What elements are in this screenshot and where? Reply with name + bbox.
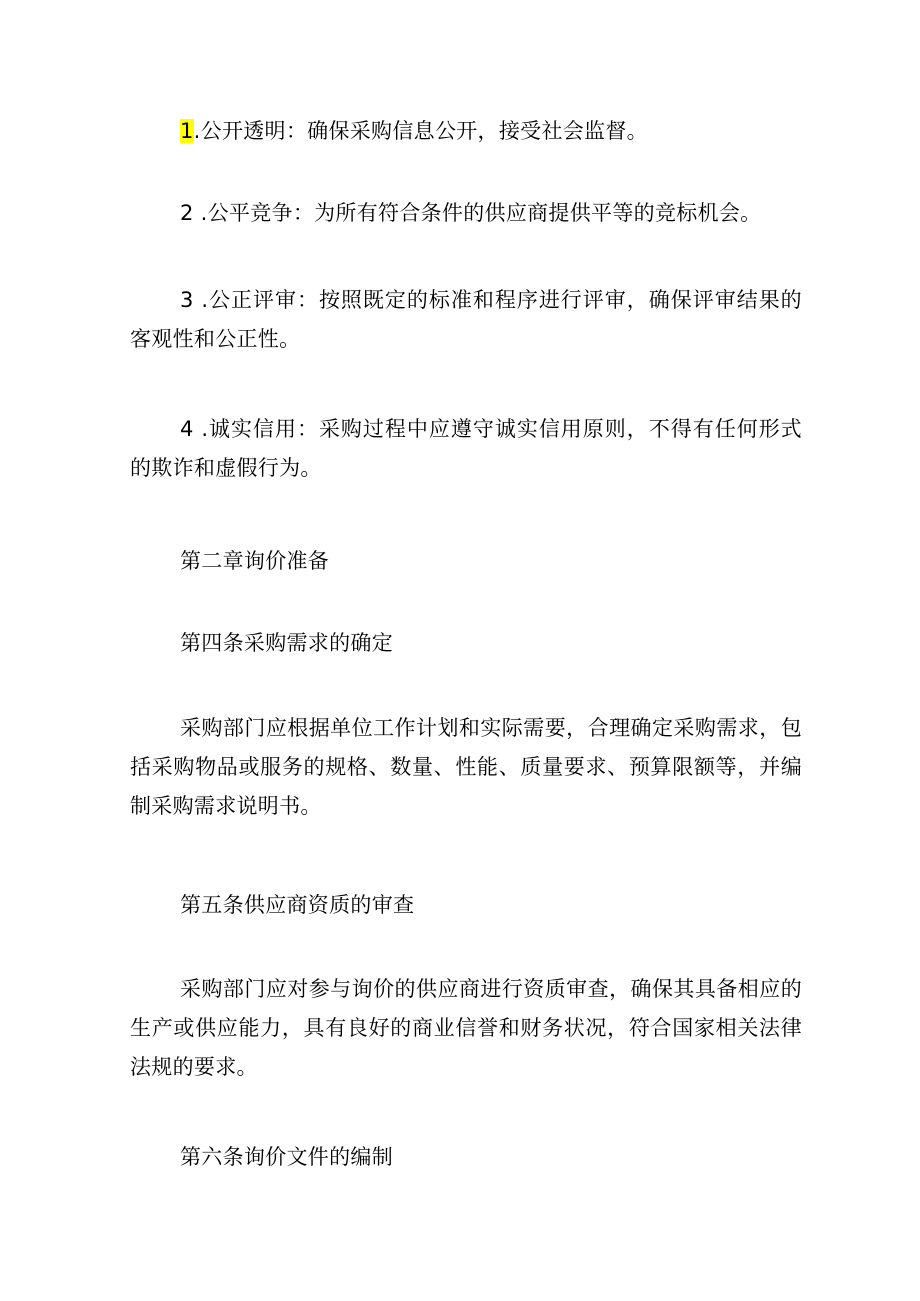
principle-1 xyxy=(130,112,802,151)
article-6-title: 第六条询价文件的编制 xyxy=(180,1145,393,1169)
principle-4-text: 诚实信用：采购过程中应遵守诚实信用原则，不得有任何形式的欺诈和虚假行为。 xyxy=(130,417,802,480)
article-5-title: 第五条供应商资质的审查 xyxy=(180,893,415,917)
article-4-title: 第四条采购需求的确定 xyxy=(180,631,393,655)
principle-1-text: 公开透明：确保采购信息公开，接受社会监督。 xyxy=(200,119,648,143)
principle-4-sep: . xyxy=(193,417,209,441)
article-5-body: 采购部门应对参与询价的供应商进行资质审查，确保其具备相应的生产或供应能力，具有良好的商业信誉和财务状况，符合国家相关法律法规的要求。 xyxy=(130,977,802,1079)
principle-4 xyxy=(130,410,802,488)
highlighted-number: 1 xyxy=(180,119,194,143)
principle-3 xyxy=(130,281,802,359)
article-4-body: 采购部门应根据单位工作计划和实际需要，合理确定采购需求，包括采购物品或服务的规格、数量、性能、质量要求、预算限额等，并编制采购需求说明书。 xyxy=(130,716,802,818)
principle-2-sep: . xyxy=(193,201,208,225)
principle-3-text: 公正评审：按照既定的标准和程序进行评审，确保评审结果的客观性和公正性。 xyxy=(130,288,802,351)
principle-2 xyxy=(130,194,802,233)
chapter-title: 第二章询价准备 xyxy=(180,549,330,573)
principle-4-num: 4 xyxy=(180,417,194,441)
principle-2-num: 2 xyxy=(180,201,194,225)
principle-3-num: 3 xyxy=(180,288,194,312)
principle-3-sep: . xyxy=(193,288,209,312)
principle-1-sep: . xyxy=(193,119,201,143)
principle-2-text: 公平竞争：为所有符合条件的供应商提供平等的竞标机会。 xyxy=(207,201,762,225)
